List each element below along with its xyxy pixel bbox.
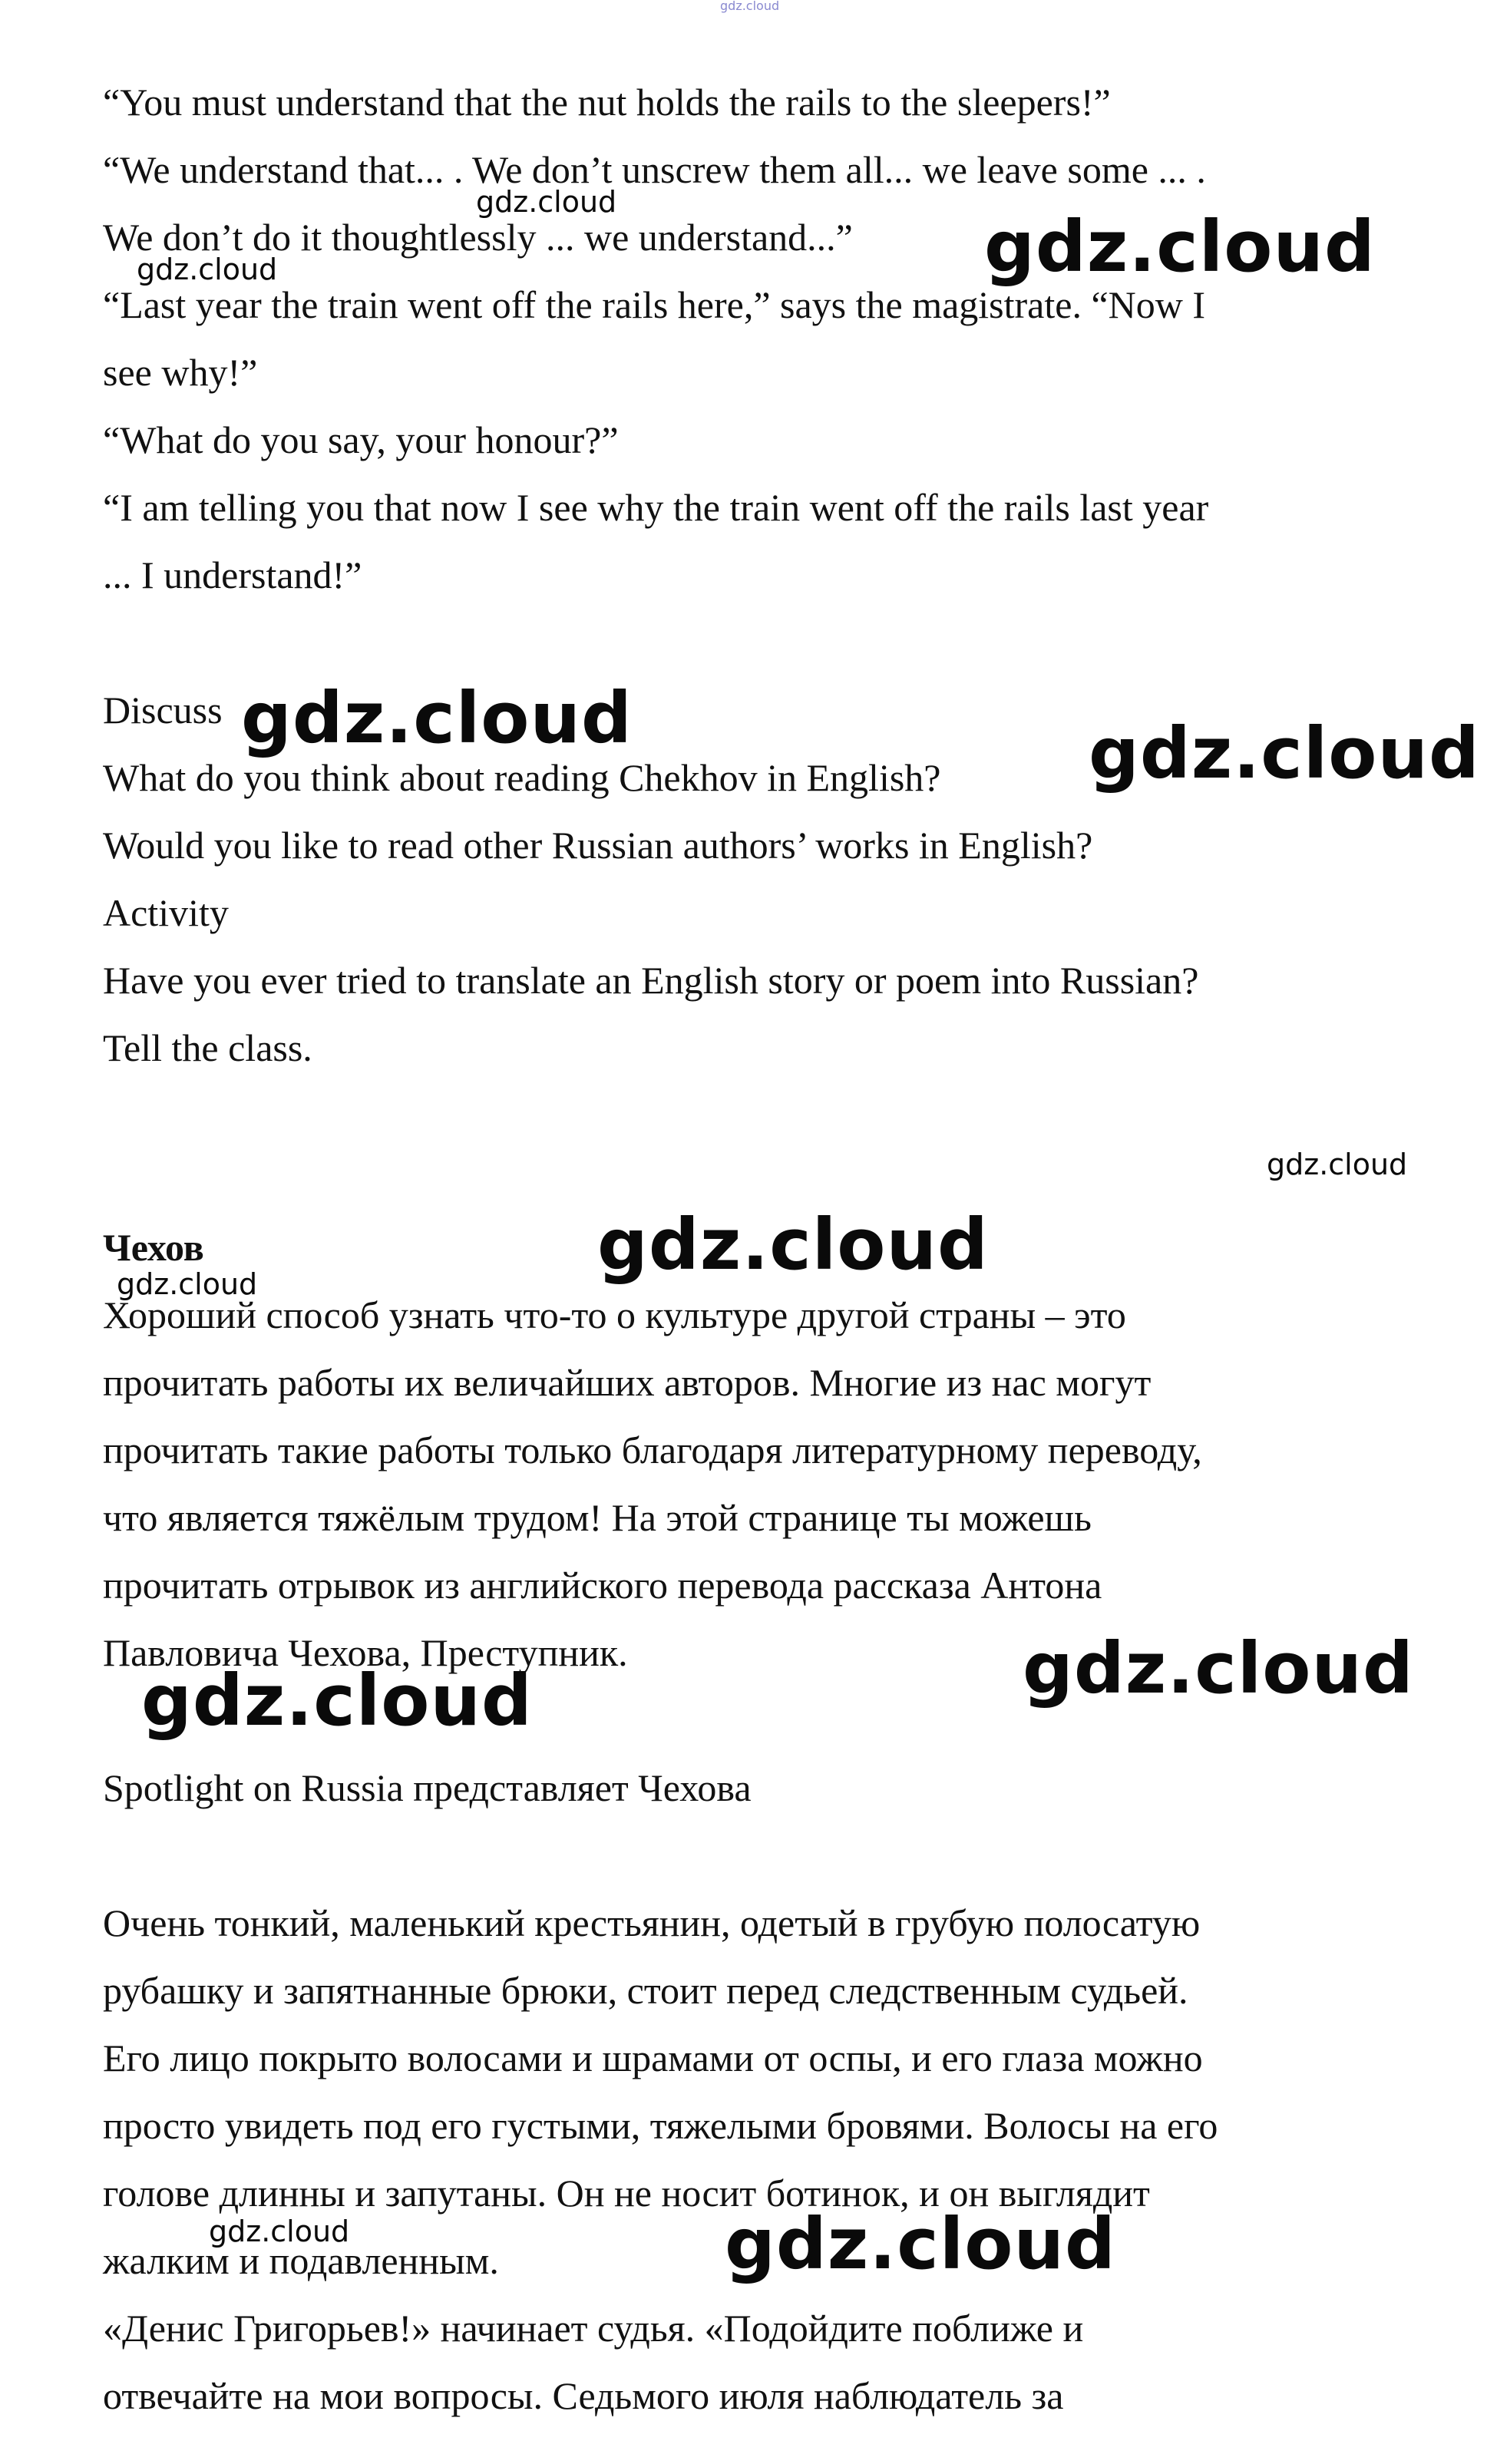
russian-intro-line-2: прочитать работы их величайших авторов. Многие из нас могут <box>103 1361 1152 1404</box>
english-line-1: “You must understand that the nut holds the rails to the sleepers!” <box>103 81 1111 124</box>
english-line-3: We don’t do it thoughtlessly ... we understand...” <box>103 216 853 259</box>
activity-heading: Activity <box>103 891 229 934</box>
discuss-question-1: What do you think about reading Chekhov in English? <box>103 756 941 799</box>
watermark-large-4: gdz.cloud <box>597 1204 989 1286</box>
russian-intro-line-5: прочитать отрывок из английского перевода рассказа Антона <box>103 1564 1102 1607</box>
watermark-large-7: gdz.cloud <box>725 2203 1116 2285</box>
english-line-2: “We understand that... . We don’t unscrew them all... we leave some ... . <box>103 148 1206 191</box>
english-line-8: ... I understand!” <box>103 553 362 596</box>
english-line-4: “Last year the train went off the rails here,” says the magistrate. “Now I <box>103 283 1206 326</box>
watermark-small-5: gdz.cloud <box>209 2215 350 2248</box>
watermark-small-3: gdz.cloud <box>1267 1148 1408 1181</box>
discuss-heading: Discuss <box>103 689 223 732</box>
watermark-small-2: gdz.cloud <box>137 253 278 286</box>
story-line-7: «Денис Григорьев!» начинает судья. «Подойдите поближе и <box>103 2307 1084 2350</box>
spotlight-line: Spotlight on Russia представляет Чехова <box>103 1766 752 1809</box>
russian-intro-line-3: прочитать такие работы только благодаря литературному переводу, <box>103 1429 1202 1471</box>
watermark-small-1: gdz.cloud <box>476 185 617 219</box>
activity-line-1: Have you ever tried to translate an English story or poem into Russian? <box>103 959 1199 1002</box>
watermark-large-5: gdz.cloud <box>1023 1627 1414 1709</box>
story-line-4: просто увидеть под его густыми, тяжелыми бровями. Волосы на его <box>103 2104 1218 2147</box>
watermark-large-2: gdz.cloud <box>241 677 633 759</box>
english-line-6: “What do you say, your honour?” <box>103 418 619 461</box>
watermark-top: gdz.cloud <box>720 0 780 13</box>
activity-line-2: Tell the class. <box>103 1026 312 1069</box>
english-line-5: see why!” <box>103 351 258 394</box>
watermark-large-6: gdz.cloud <box>141 1660 533 1742</box>
russian-intro-line-6: Павловича Чехова, Преступник. <box>103 1631 628 1674</box>
story-line-1: Очень тонкий, маленький крестьянин, одетый в грубую полосатую <box>103 1901 1201 1944</box>
watermark-small-4: gdz.cloud <box>117 1267 258 1301</box>
watermark-large-1: gdz.cloud <box>984 206 1376 288</box>
english-line-7: “I am telling you that now I see why the train went off the rails last year <box>103 486 1209 529</box>
story-line-6: жалким и подавленным. <box>103 2239 499 2282</box>
russian-title: Чехов <box>103 1226 204 1269</box>
story-line-3: Его лицо покрыто волосами и шрамами от оспы, и его глаза можно <box>103 2036 1203 2079</box>
russian-intro-line-1: Хороший способ узнать что-то о культуре другой страны – это <box>103 1293 1126 1336</box>
story-line-5: голове длинны и запутаны. Он не носит ботинок, и он выглядит <box>103 2172 1150 2215</box>
story-line-2: рубашку и запятнанные брюки, стоит перед следственным судьей. <box>103 1969 1188 2012</box>
story-line-8: отвечайте на мои вопросы. Седьмого июля наблюдатель за <box>103 2374 1064 2417</box>
discuss-question-2: Would you like to read other Russian authors’ works in English? <box>103 824 1093 867</box>
watermark-large-3: gdz.cloud <box>1089 712 1480 794</box>
russian-intro-line-4: что является тяжёлым трудом! На этой странице ты можешь <box>103 1496 1092 1539</box>
